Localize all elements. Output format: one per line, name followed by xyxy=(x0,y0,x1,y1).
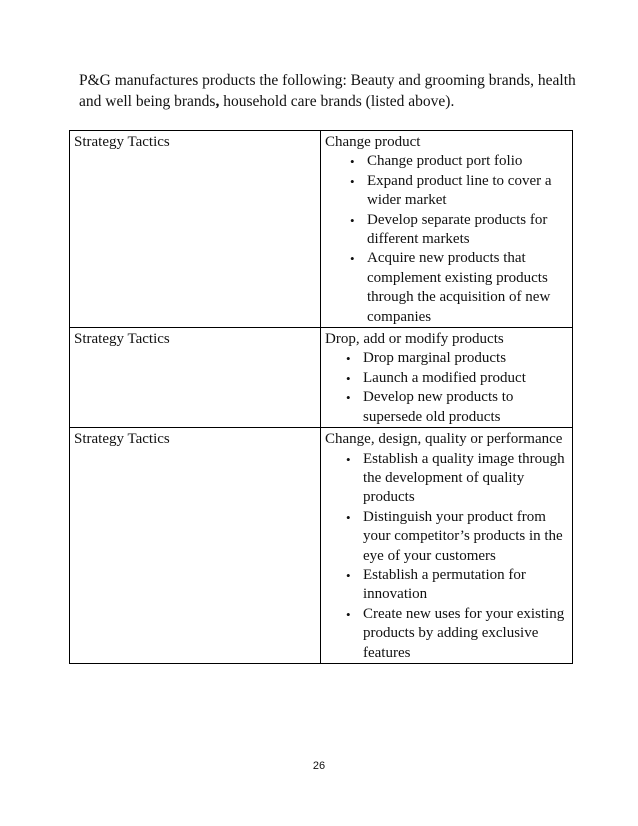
tactic-heading: Change, design, quality or performance xyxy=(325,431,563,448)
bullet-icon: • xyxy=(350,173,355,189)
tactic-heading: Drop, add or modify products xyxy=(325,331,504,348)
intro-text-main: P&G manufactures products the following: Beauty and grooming brands, health and well being brands xyxy=(79,72,576,110)
list-item xyxy=(325,388,568,427)
table-row xyxy=(70,328,573,428)
list-item xyxy=(325,249,568,327)
bullet-icon: • xyxy=(346,370,351,386)
bullet-icon: • xyxy=(350,212,355,228)
strategy-tactics-table xyxy=(69,130,573,664)
bullet-icon: • xyxy=(346,351,351,367)
list-item-text: Distinguish your product from your competitor’s products in the eye of your customers xyxy=(363,508,563,564)
list-item-text: Expand product line to cover a wider market xyxy=(367,172,552,209)
tactic-bullet-list xyxy=(325,152,568,327)
bullet-icon: • xyxy=(346,451,351,467)
bullet-icon: • xyxy=(350,154,355,170)
list-item-text: Create new uses for your existing products by adding exclusive features xyxy=(363,605,565,661)
list-item xyxy=(325,349,568,368)
list-item xyxy=(325,508,568,566)
list-item xyxy=(325,152,568,171)
page-number: 26 xyxy=(312,760,326,772)
intro-paragraph xyxy=(79,70,579,112)
table-row xyxy=(70,131,573,328)
tactic-description-cell xyxy=(321,428,573,664)
strategy-tactics-cell: Strategy Tactics xyxy=(70,328,321,428)
tactic-bullet-list xyxy=(325,349,568,427)
intro-text-end: household care brands (listed above). xyxy=(219,93,455,110)
tactic-heading: Change product xyxy=(325,134,421,150)
list-item xyxy=(325,566,568,605)
strategy-tactics-cell: Strategy Tactics xyxy=(70,131,321,328)
intro-bold-comma: , xyxy=(215,93,220,110)
strategy-tactics-cell: Strategy Tactics xyxy=(70,428,321,664)
bullet-icon: • xyxy=(346,606,351,622)
tactic-description-cell xyxy=(321,328,573,428)
list-item xyxy=(325,211,568,250)
list-item xyxy=(325,450,568,508)
list-item-text: Establish a quality image through the development of quality products xyxy=(363,450,565,506)
table-row xyxy=(70,428,573,664)
tactic-description-cell xyxy=(321,131,573,328)
bullet-icon: • xyxy=(346,567,351,583)
bullet-icon: • xyxy=(346,390,351,406)
list-item xyxy=(325,605,568,663)
tactic-bullet-list xyxy=(325,450,568,663)
list-item xyxy=(325,172,568,211)
list-item-text: Acquire new products that complement existing products through the acquisition of new companies xyxy=(367,250,551,325)
bullet-icon: • xyxy=(350,251,355,267)
list-item-text: Establish a permutation for innovation xyxy=(363,566,526,603)
bullet-icon: • xyxy=(346,509,351,525)
list-item-text: Develop new products to supersede old products xyxy=(363,389,514,425)
list-item-text: Change product port folio xyxy=(367,153,523,170)
list-item xyxy=(325,369,568,388)
list-item-text: Drop marginal products xyxy=(363,350,507,367)
list-item-text: Launch a modified product xyxy=(363,369,526,386)
list-item-text: Develop separate products for different markets xyxy=(367,211,548,248)
